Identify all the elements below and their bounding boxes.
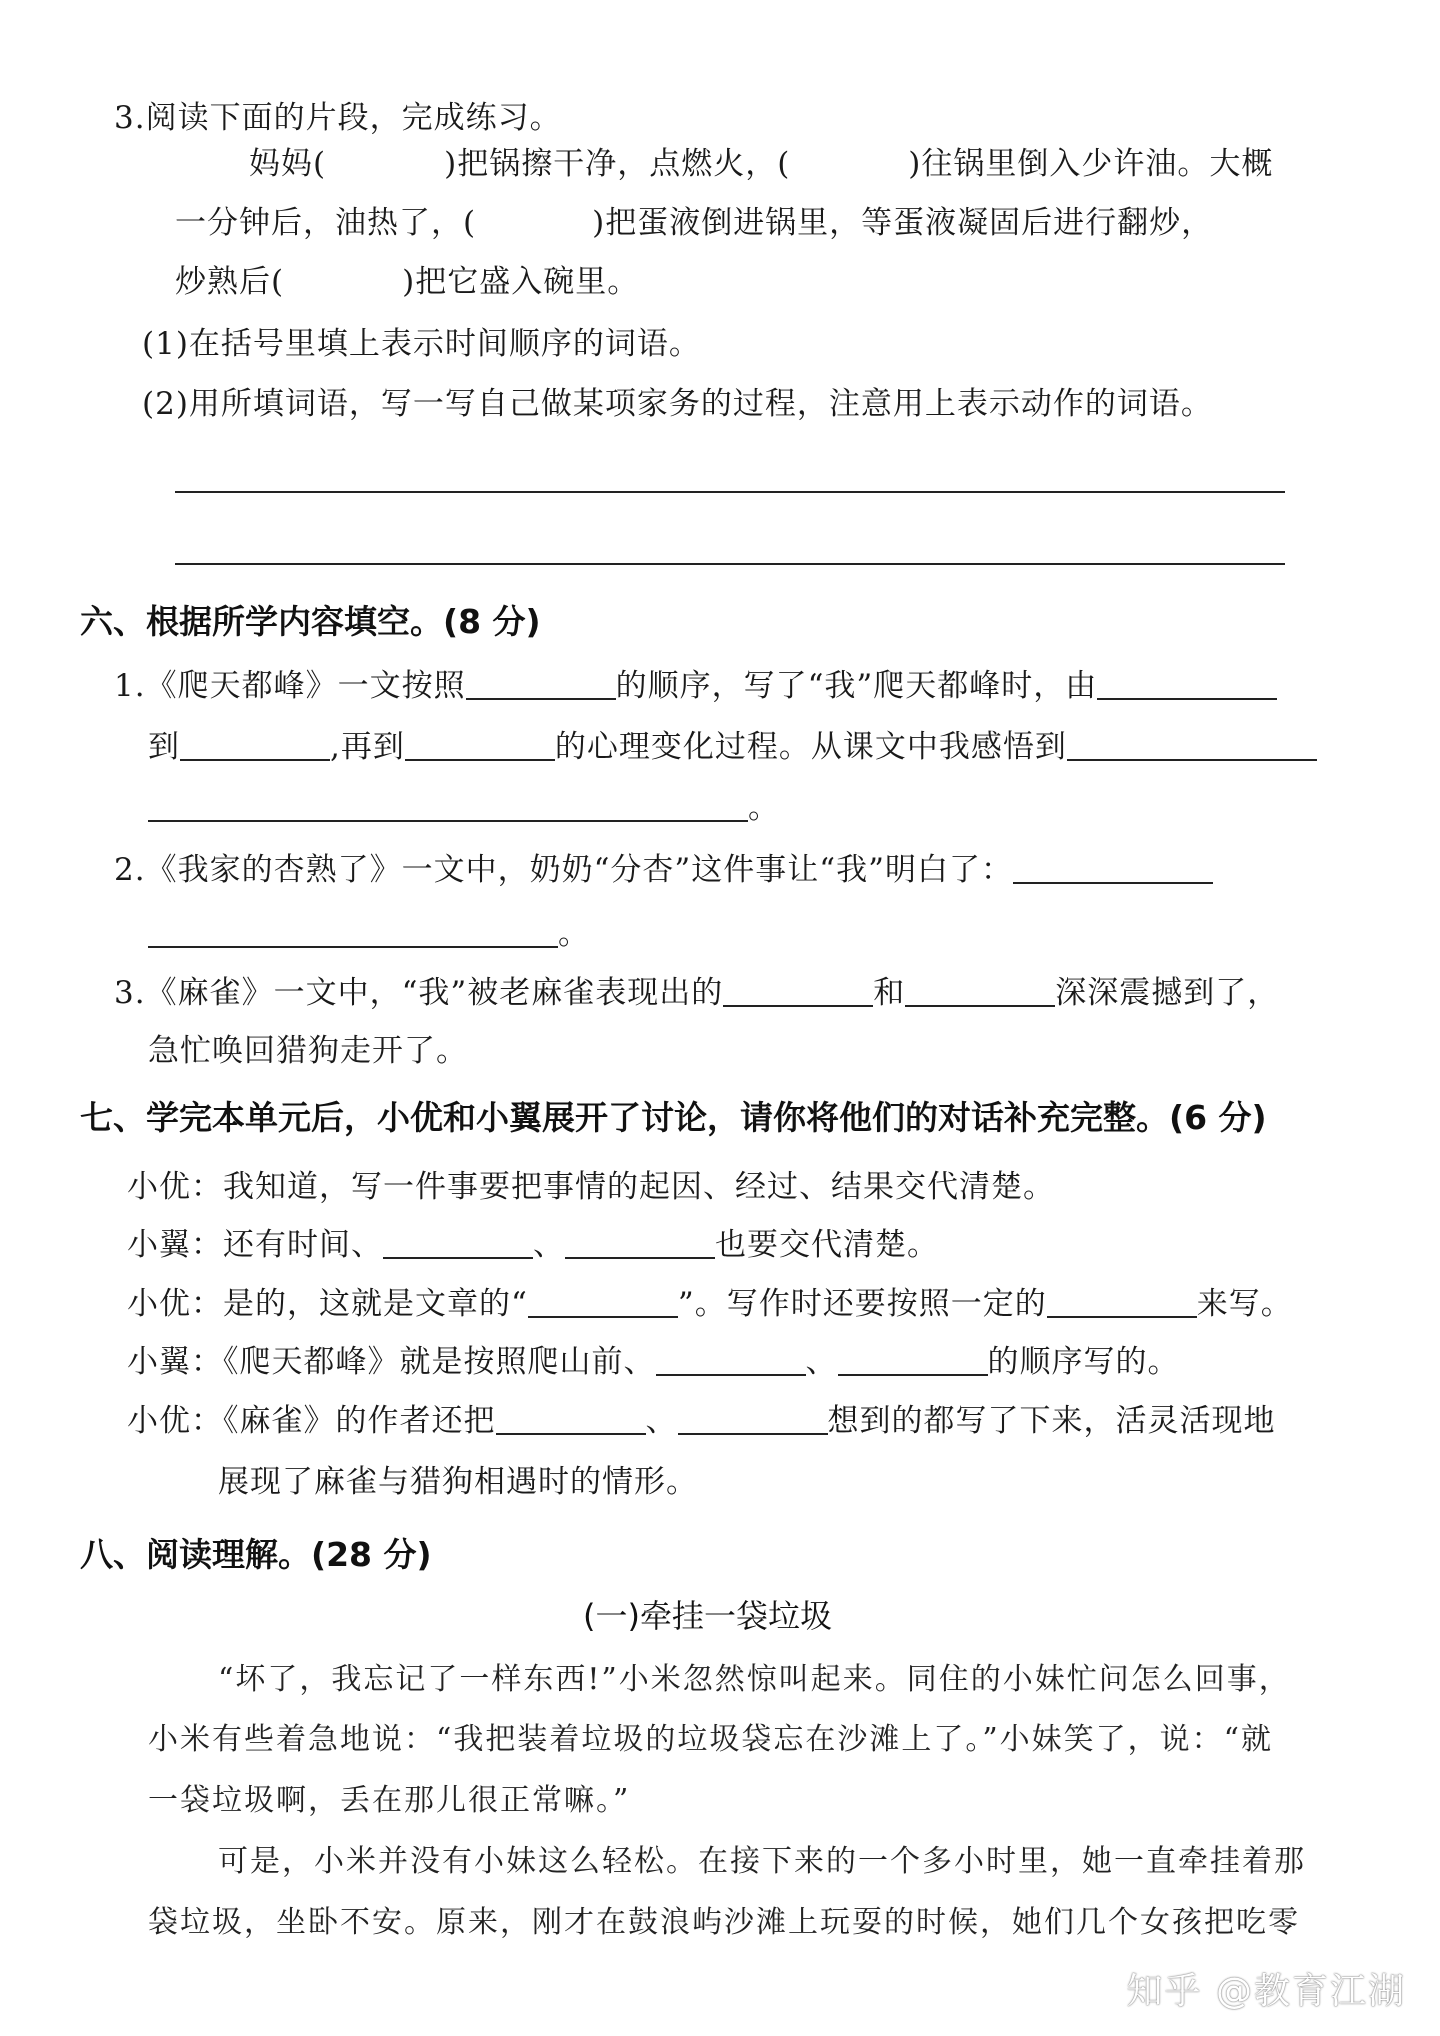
fill-blank[interactable]: [148, 916, 558, 948]
fill-blank[interactable]: [656, 1344, 806, 1376]
fill-blank[interactable]: [723, 975, 873, 1007]
q3-sub-question-2: (2)用所填词语，写一写自己做某项家务的过程，注意用上表示动作的词语。: [142, 386, 1213, 422]
dialogue-line-1: 小优：我知道，写一件事要把事情的起因、经过、结果交代清楚。: [127, 1169, 1055, 1205]
dialogue-line-3: 小优：是的，这就是文章的“ ”。写作时还要按照一定的 来写。: [127, 1286, 1293, 1322]
story-line-5: 袋垃圾，坐卧不安。原来，刚才在鼓浪屿沙滩上玩耍的时候，她们几个女孩把吃零: [148, 1905, 1300, 1940]
dialogue-line-5: 小优：《麻雀》的作者还把 、 想到的都写了下来，活灵活现地: [127, 1403, 1276, 1439]
answer-line-1[interactable]: [175, 491, 1285, 493]
story-line-4: 可是，小米并没有小妹这么轻松。在接下来的一个多小时里，她一直牵挂着那: [218, 1844, 1306, 1879]
dialogue-line-2: 小翼：还有时间、 、 也要交代清楚。: [127, 1227, 939, 1263]
fill-blank[interactable]: [1013, 852, 1213, 884]
fill-blank[interactable]: [905, 975, 1055, 1007]
q3-passage-line-3: 炒熟后( )把它盛入碗里。: [175, 264, 640, 300]
sec6-item-3-line-2: 急忙唤回猎狗走开了。: [148, 1033, 468, 1069]
sec6-item-2-line-1: 2.《我家的杏熟了》一文中，奶奶“分杏”这件事让“我”明白了：: [114, 850, 1213, 890]
sec6-item-1-line-3: 。: [148, 788, 780, 828]
fill-blank[interactable]: [678, 1403, 828, 1435]
story-line-2: 小米有些着急地说：“我把装着垃圾的垃圾袋忘在沙滩上了。”小妹笑了，说：“就: [148, 1722, 1274, 1757]
q3-passage-line-1: 妈妈( )把锅擦干净，点燃火，( )往锅里倒入少许油。大概: [249, 146, 1274, 182]
watermark-text: 知乎 @教育江湖: [1126, 1971, 1406, 2012]
answer-line-2[interactable]: [175, 563, 1285, 565]
sec6-item-1-line-1: 1.《爬天都峰》一文按照 的顺序，写了“我”爬天都峰时，由: [114, 666, 1277, 706]
fill-blank[interactable]: [528, 1286, 678, 1318]
dialogue-line-4: 小翼：《爬天都峰》就是按照爬山前、 、 的顺序写的。: [127, 1344, 1180, 1380]
fill-blank[interactable]: [1047, 1286, 1197, 1318]
story-line-3: 一袋垃圾啊，丢在那儿很正常嘛。”: [148, 1783, 631, 1818]
fill-blank[interactable]: [148, 790, 748, 822]
sec6-item-2-line-2: 。: [148, 914, 590, 954]
fill-blank[interactable]: [466, 668, 616, 700]
fill-blank[interactable]: [180, 729, 330, 761]
section-7-heading: 七、学完本单元后，小优和小翼展开了讨论，请你将他们的对话补充完整。(6 分): [80, 1098, 1267, 1137]
story-line-1: “坏了，我忘记了一样东西!”小米忽然惊叫起来。同住的小妹忙问怎么回事，: [218, 1662, 1291, 1697]
dialogue-line-5-cont: 展现了麻雀与猎狗相遇时的情形。: [218, 1464, 698, 1500]
fill-blank[interactable]: [838, 1344, 988, 1376]
section-6-heading: 六、根据所学内容填空。(8 分): [80, 602, 541, 641]
fill-blank[interactable]: [405, 729, 555, 761]
fill-blank[interactable]: [565, 1227, 715, 1259]
fill-blank[interactable]: [1097, 668, 1277, 700]
story-title: (一)牵挂一袋垃圾: [583, 1597, 832, 1635]
sec6-item-3-line-1: 3.《麻雀》一文中，“我”被老麻雀表现出的 和 深深震撼到了，: [114, 975, 1280, 1011]
fill-blank[interactable]: [1067, 729, 1317, 761]
section-8-heading: 八、阅读理解。(28 分): [80, 1535, 432, 1574]
q3-passage-line-2: 一分钟后，油热了，( )把蛋液倒进锅里，等蛋液凝固后进行翻炒，: [175, 205, 1214, 241]
sec6-item-1-line-2: 到 ,再到 的心理变化过程。从课文中我感悟到: [148, 727, 1317, 767]
q3-title: 3.阅读下面的片段，完成练习。: [114, 100, 562, 136]
q3-sub-question-1: (1)在括号里填上表示时间顺序的词语。: [142, 326, 701, 362]
fill-blank[interactable]: [496, 1403, 646, 1435]
fill-blank[interactable]: [383, 1227, 533, 1259]
